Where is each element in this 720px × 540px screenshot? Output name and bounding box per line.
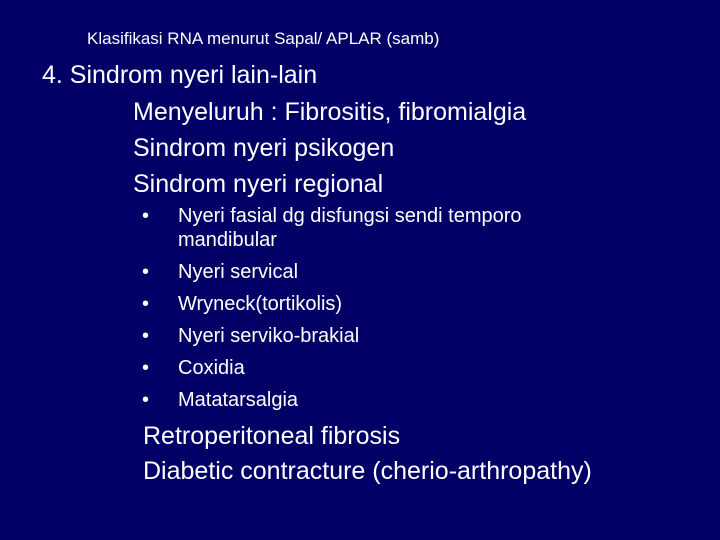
- list-item: [142, 356, 702, 380]
- list-item: [142, 388, 702, 412]
- section-heading: 4. Sindrom nyeri lain-lain: [42, 61, 318, 89]
- bullet-icon: •: [142, 205, 150, 227]
- list-item: [142, 204, 702, 252]
- bullet-icon: •: [142, 357, 150, 379]
- bullet-list: [142, 204, 702, 420]
- bullet-text: Nyeri serviko-brakial: [178, 325, 360, 347]
- bullet-icon: •: [142, 261, 150, 283]
- list-item: [142, 260, 702, 284]
- list-item: [142, 324, 702, 348]
- bullet-icon: •: [142, 293, 150, 315]
- tail-item: Diabetic contracture (cherio-arthropathy): [143, 457, 592, 485]
- sub-item: Sindrom nyeri psikogen: [133, 134, 395, 162]
- list-item: [142, 292, 702, 316]
- tail-item: Retroperitoneal fibrosis: [143, 422, 401, 450]
- bullet-text: Nyeri fasial dg disfungsi sendi temporo mandibular: [178, 205, 522, 251]
- bullet-text: Nyeri servical: [178, 261, 299, 283]
- sub-item: Menyeluruh : Fibrositis, fibromialgia: [133, 98, 527, 126]
- sub-item: Sindrom nyeri regional: [133, 170, 384, 198]
- bullet-text: Coxidia: [178, 357, 245, 379]
- bullet-text: Matatarsalgia: [178, 389, 299, 411]
- bullet-icon: •: [142, 389, 150, 411]
- bullet-text: Wryneck(tortikolis): [178, 293, 343, 315]
- bullet-icon: •: [142, 325, 150, 347]
- slide-title: Klasifikasi RNA menurut Sapal/ APLAR (samb): [87, 29, 440, 48]
